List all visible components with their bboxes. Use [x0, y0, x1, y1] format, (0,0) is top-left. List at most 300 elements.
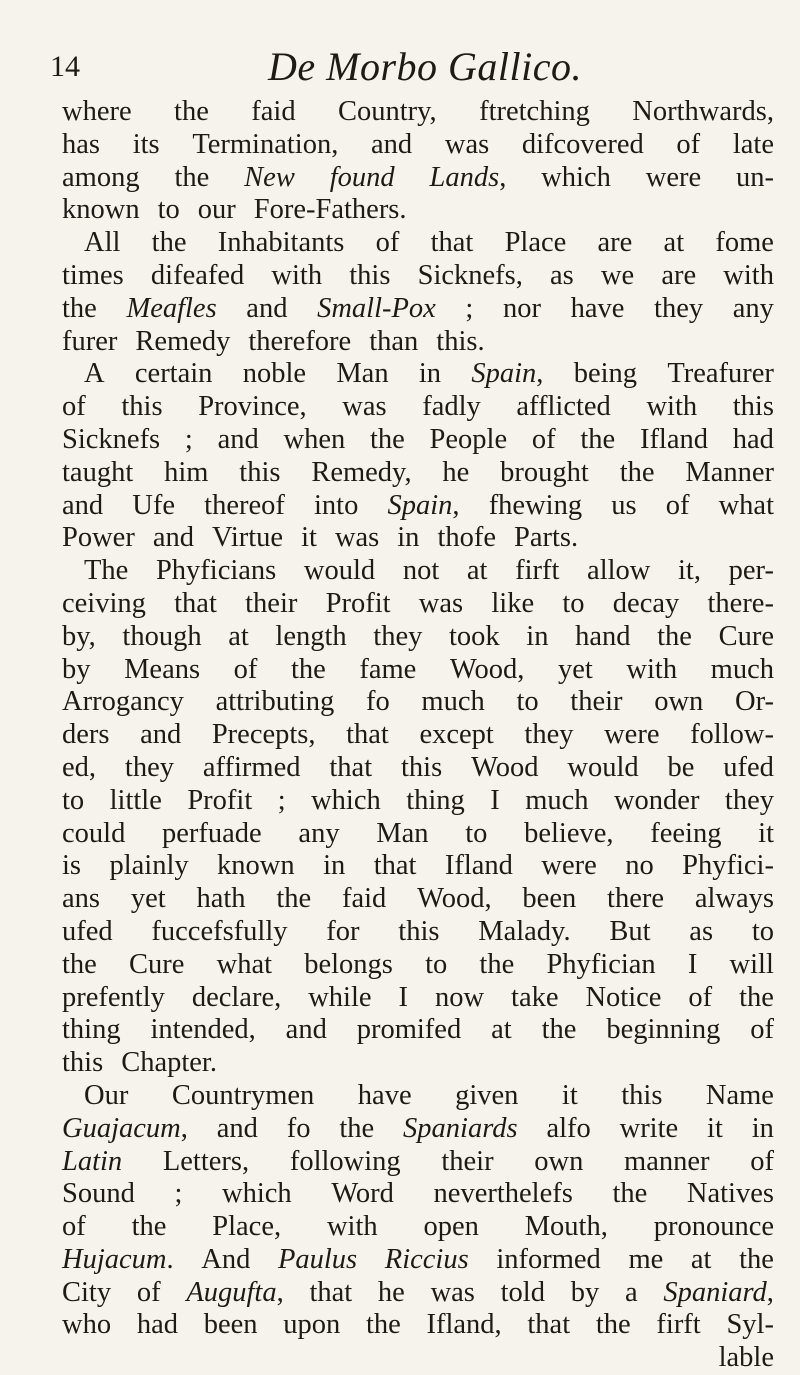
text-line	[62, 457, 774, 490]
word-part: Word	[331, 1178, 394, 1210]
text-line	[62, 194, 774, 227]
word	[542, 1014, 577, 1047]
word-part: of	[62, 391, 86, 423]
word	[278, 785, 286, 818]
text-line	[62, 752, 774, 785]
text-line	[62, 358, 774, 391]
word-part: promifed	[356, 1014, 462, 1046]
word	[719, 490, 774, 523]
word-part: the	[612, 1178, 648, 1210]
word	[135, 326, 239, 359]
word	[646, 391, 697, 424]
word	[736, 162, 774, 195]
word-part: yet	[558, 653, 593, 685]
word	[546, 1113, 590, 1146]
word-part: faid	[341, 883, 387, 915]
word-part: Natives	[686, 1178, 774, 1210]
word-part: in	[397, 522, 420, 554]
word	[196, 883, 245, 916]
word-part: Sound	[62, 1178, 135, 1210]
word	[430, 424, 508, 457]
word	[164, 457, 208, 490]
word-part: attributing	[215, 686, 335, 718]
word	[298, 818, 339, 851]
word-part: Place,	[212, 1211, 282, 1243]
word	[689, 916, 713, 949]
word-part: he	[442, 456, 470, 488]
word-part: that	[527, 1309, 571, 1341]
word-part: thing	[62, 1014, 121, 1046]
word	[62, 1277, 111, 1310]
word-part: was	[334, 522, 380, 554]
word	[133, 129, 160, 162]
word	[122, 621, 201, 654]
word-part: Province,	[198, 391, 307, 423]
word	[419, 588, 463, 621]
word	[62, 719, 109, 752]
word-part: as	[689, 915, 714, 947]
word	[132, 490, 175, 523]
word-part: the	[174, 161, 210, 193]
word-part: fadly	[422, 391, 481, 423]
word	[369, 326, 427, 359]
word	[730, 949, 774, 982]
text-line	[62, 850, 774, 883]
word-part: would	[303, 555, 376, 587]
word	[234, 654, 258, 687]
word	[685, 457, 774, 490]
word-part: Inhabitants	[217, 227, 345, 259]
word-part: open	[423, 1211, 479, 1243]
word	[614, 785, 699, 818]
word	[688, 949, 698, 982]
word	[329, 752, 372, 785]
word-part: except	[419, 719, 494, 751]
word-part: City	[62, 1276, 112, 1308]
running-title: De Morbo Gallico.	[268, 44, 583, 89]
word-part: was	[418, 587, 464, 619]
text-line	[62, 982, 774, 1015]
word-part: difeafed	[150, 259, 245, 291]
word	[431, 227, 474, 260]
word-part: Man	[376, 817, 429, 849]
text-line	[62, 1244, 774, 1277]
word-part: was	[444, 128, 490, 160]
word-part: ftretching	[479, 96, 590, 127]
word-part: could	[62, 817, 126, 849]
word-part: me	[628, 1243, 664, 1275]
word	[571, 293, 625, 326]
word	[739, 1244, 774, 1277]
word-part: had	[136, 1309, 178, 1341]
word	[357, 1014, 461, 1047]
word-part: who	[62, 1309, 112, 1341]
text-line	[62, 293, 774, 326]
word-part: faid	[251, 96, 296, 127]
word-part: Manner	[685, 456, 774, 488]
word-part: ;	[174, 1178, 183, 1210]
word-part: Mouth,	[524, 1211, 608, 1243]
word	[626, 654, 677, 687]
word	[505, 227, 567, 260]
word	[62, 260, 124, 293]
word	[311, 457, 411, 490]
word-part: neverthelefs	[433, 1178, 573, 1210]
italic-word-part: Guajacum	[62, 1112, 181, 1144]
word	[121, 391, 162, 424]
word-part: and	[371, 128, 413, 160]
word-part: the	[339, 1112, 375, 1144]
word-part: its	[132, 128, 160, 160]
word-part: ders	[62, 719, 110, 751]
word	[172, 1080, 315, 1113]
text-line	[62, 162, 774, 195]
word-part: any	[732, 292, 774, 324]
word-part: any	[298, 817, 340, 849]
word	[491, 1014, 512, 1047]
word-part: Treafurer	[667, 358, 774, 390]
word	[212, 522, 292, 555]
text-line	[62, 391, 774, 424]
word-part: follow-	[690, 719, 774, 751]
word	[532, 424, 556, 457]
word-part: Or-	[735, 686, 774, 718]
word-part: feeing	[650, 817, 722, 849]
text-line	[62, 96, 774, 129]
word	[715, 227, 774, 260]
word	[417, 883, 492, 916]
word	[607, 883, 664, 916]
word-part: per-	[728, 555, 774, 587]
word-part: at	[690, 1243, 712, 1275]
word-part: ,	[766, 1276, 774, 1308]
word-part: took	[448, 620, 500, 652]
word-part: Termination,	[192, 128, 339, 160]
italic-word-part: found	[329, 161, 395, 193]
word	[423, 1211, 478, 1244]
word-part: with	[646, 391, 698, 423]
word-part: this	[239, 456, 281, 488]
word-part: to	[425, 948, 448, 980]
word	[342, 883, 386, 916]
word	[140, 719, 181, 752]
word	[471, 358, 543, 391]
word	[725, 785, 774, 818]
word	[711, 654, 774, 687]
word	[719, 621, 774, 654]
text-line	[62, 916, 774, 949]
word	[708, 588, 774, 621]
text-line	[62, 686, 774, 719]
text-line	[62, 1178, 774, 1211]
word-part: the	[151, 227, 187, 259]
word-part: A	[84, 358, 105, 390]
word-part: had	[732, 423, 774, 455]
word	[216, 686, 335, 719]
word	[326, 588, 391, 621]
word	[62, 1178, 135, 1211]
word-part: with	[626, 653, 678, 685]
word-part: ;	[277, 784, 286, 816]
word	[244, 162, 295, 195]
word	[628, 1244, 663, 1277]
word-part: difcovered	[521, 128, 644, 160]
word-part: much	[525, 784, 589, 816]
word-part: take	[511, 981, 559, 1013]
word	[373, 621, 422, 654]
word	[62, 686, 184, 719]
text-line	[62, 949, 774, 982]
word	[84, 555, 128, 588]
word-part: fome	[715, 227, 774, 259]
word	[271, 260, 322, 293]
word	[62, 326, 126, 359]
italic-word-part: Spaniards	[403, 1112, 518, 1144]
word	[349, 260, 390, 293]
word-part: Letters,	[162, 1145, 250, 1177]
text-line	[62, 654, 774, 687]
word	[621, 1080, 662, 1113]
word	[151, 1014, 256, 1047]
word-part: brought	[500, 456, 589, 488]
word-part: Name	[705, 1079, 774, 1111]
word-part: which	[311, 784, 381, 816]
word	[612, 1178, 647, 1211]
word-part: have	[570, 292, 625, 324]
word	[204, 1309, 258, 1342]
word-part: decay	[612, 587, 680, 619]
word-part: with	[326, 1211, 378, 1243]
word-part: a	[624, 1276, 638, 1308]
word	[654, 1211, 774, 1244]
word	[733, 424, 774, 457]
word-part: of	[531, 423, 556, 455]
word	[62, 194, 149, 227]
word	[326, 916, 359, 949]
word-part: I	[398, 981, 408, 1013]
word	[585, 982, 661, 1015]
word-part: Precepts,	[211, 719, 316, 751]
word-part: where	[62, 96, 132, 127]
word	[275, 621, 346, 654]
word-part: following	[289, 1145, 401, 1177]
word-part: believe,	[524, 817, 614, 849]
word	[388, 490, 460, 523]
word	[425, 949, 447, 982]
text-line	[62, 588, 774, 621]
word-part: Malady.	[478, 915, 571, 947]
word	[137, 1309, 178, 1342]
word	[654, 686, 703, 719]
word	[152, 227, 187, 260]
word	[278, 1244, 357, 1277]
word	[541, 162, 611, 195]
word-part: what	[216, 948, 273, 980]
word-part: beginning	[606, 1014, 721, 1046]
word	[62, 654, 91, 687]
italic-word-part: New	[244, 161, 295, 193]
word	[283, 424, 345, 457]
word-part: hand	[575, 620, 631, 652]
word-part: Chapter.	[121, 1047, 217, 1079]
word-part: among	[62, 161, 140, 193]
word	[378, 1277, 405, 1310]
word-part: own	[534, 1145, 584, 1177]
word-part: ufed	[723, 751, 774, 783]
text-line	[62, 555, 774, 588]
word-part: would	[567, 751, 639, 783]
word	[664, 227, 685, 260]
word-part: Profit	[325, 587, 391, 619]
word-part: while	[308, 981, 372, 1013]
word-part: Parts.	[514, 522, 579, 554]
word	[496, 1244, 600, 1277]
word	[666, 490, 690, 523]
word	[399, 982, 409, 1015]
word-part: therefore	[248, 325, 352, 357]
word	[575, 621, 630, 654]
word	[62, 96, 132, 129]
word	[109, 850, 188, 883]
text-line	[62, 785, 774, 818]
catchword-text: lable	[718, 1342, 774, 1374]
word	[465, 293, 473, 326]
word-part: were	[541, 850, 597, 882]
word	[62, 850, 81, 883]
word	[445, 129, 489, 162]
word-part: the	[580, 423, 616, 455]
word	[212, 719, 316, 752]
word	[525, 1211, 608, 1244]
word	[567, 752, 638, 785]
word	[245, 588, 297, 621]
word-part: and	[246, 292, 288, 324]
word	[656, 1309, 700, 1342]
word	[735, 686, 774, 719]
word	[187, 785, 252, 818]
word	[667, 358, 774, 391]
word-part: Wood	[471, 751, 539, 783]
word-part: ,	[499, 161, 507, 193]
word	[421, 686, 484, 719]
word	[290, 1146, 401, 1179]
word-part: manner	[624, 1145, 710, 1177]
word	[441, 1146, 493, 1179]
word	[478, 916, 570, 949]
word-part: by,	[62, 620, 96, 652]
word	[366, 686, 390, 719]
word	[62, 1244, 174, 1277]
word-part: pronounce	[653, 1211, 774, 1243]
word-part: told	[500, 1276, 545, 1308]
word-part: their	[570, 686, 623, 718]
word	[471, 752, 538, 785]
word	[217, 949, 272, 982]
word	[436, 326, 493, 359]
word-part: the	[365, 1309, 401, 1341]
word-part: the	[62, 948, 97, 980]
word-part: noble	[242, 358, 307, 390]
word	[558, 654, 593, 687]
word-part: what	[718, 489, 774, 521]
word-part: Sicknefs	[62, 423, 161, 455]
word-part: the	[739, 981, 774, 1013]
word	[201, 1244, 250, 1277]
word-part: that	[309, 1276, 353, 1308]
word-part: affirmed	[202, 751, 301, 783]
word	[526, 621, 548, 654]
text-line	[62, 1014, 774, 1047]
word	[126, 293, 216, 326]
word-part: this.	[436, 325, 485, 357]
word-part: this	[398, 915, 440, 947]
italic-word-part: Small-Pox	[317, 292, 436, 324]
italic-word-part: Spain	[471, 358, 537, 390]
word	[406, 785, 465, 818]
catchword	[62, 1342, 774, 1375]
text-line	[62, 490, 774, 523]
word-part: they	[654, 292, 704, 324]
word-part: furer	[62, 325, 118, 357]
word-part: perfuade	[162, 817, 262, 849]
word	[449, 621, 500, 654]
word	[733, 391, 774, 424]
text-line	[62, 326, 774, 359]
word-part: this	[732, 391, 774, 423]
word-part: But	[609, 915, 651, 947]
word-part: us	[611, 489, 637, 521]
word	[580, 424, 615, 457]
word	[62, 424, 160, 457]
word-part: like	[491, 587, 535, 619]
word-part: firft	[656, 1309, 701, 1341]
word	[661, 260, 696, 293]
word	[62, 1047, 112, 1080]
word-part: write	[619, 1112, 679, 1144]
word-part: ufed	[62, 915, 113, 947]
word-part: Power	[62, 522, 135, 554]
word-part: will	[729, 948, 774, 980]
word-part: alfo	[546, 1112, 591, 1144]
word	[620, 1113, 679, 1146]
word	[678, 555, 701, 588]
word-part: there	[607, 883, 665, 915]
word	[84, 1080, 128, 1113]
word-part: of	[676, 128, 701, 160]
word-part: no	[625, 850, 654, 882]
word	[690, 719, 774, 752]
word	[304, 555, 375, 588]
word	[570, 686, 622, 719]
word	[522, 883, 576, 916]
word	[131, 883, 166, 916]
word	[434, 1178, 573, 1211]
word	[733, 129, 774, 162]
word-part: they	[124, 751, 174, 783]
word-part: wonder	[613, 784, 700, 816]
word-part: little	[109, 784, 162, 816]
word-part: Notice	[585, 981, 662, 1013]
word	[331, 1178, 394, 1211]
word	[62, 818, 125, 851]
word	[283, 1309, 340, 1342]
word	[217, 850, 295, 883]
word-part: not	[402, 555, 440, 587]
word-part: the	[369, 423, 405, 455]
word	[135, 358, 213, 391]
word	[129, 949, 184, 982]
word-part: firft	[515, 555, 560, 587]
